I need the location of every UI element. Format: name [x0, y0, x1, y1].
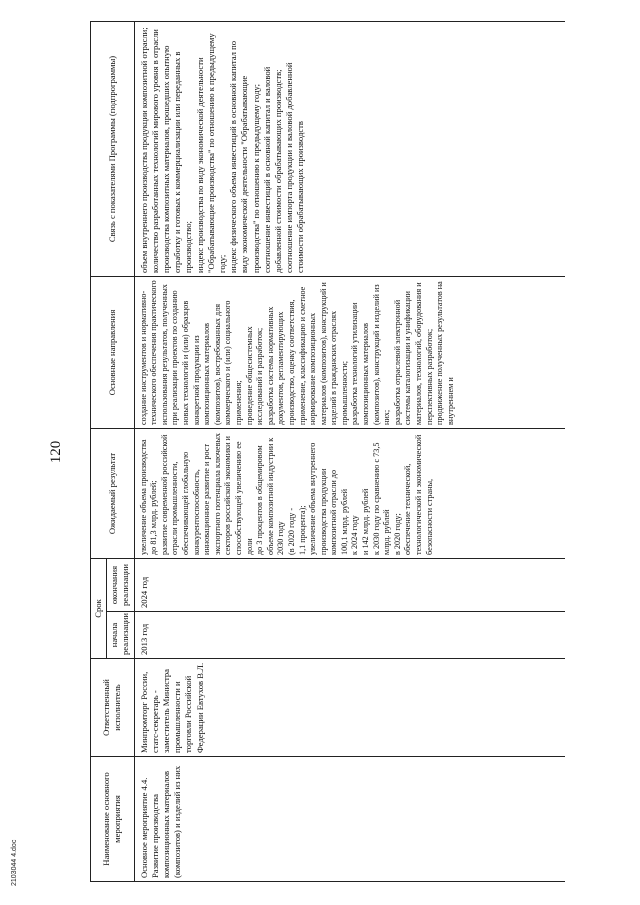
cell-start: [134, 612, 565, 659]
header-row: [91, 21, 107, 881]
cell-link-text: объем внутреннего производства продукции композитной отрасли; количество разработанных технологий мирового уровня в отрасли производства композитных материалов, прошедших опытную отработку и готовых к коммерциализации или переданных в производство; индекс производства по виду экономической деятельности "Обрабатывающие производства" по отношению к предыдущему году; индекс физического объема инвестиций в основной капитал по виду экономической деятельности "Обрабатывающие производства" по отношению к предыдущему году; соотношение инвестиций в основной капитал и валовой добавленной стоимости обрабатывающих производств; соотношение импорта продукции и валовой добавленной стоимости обрабатывающих производств: [138, 27, 306, 273]
rotated-sheet: [46, 22, 586, 882]
footer-filename: 2103044 4.doc: [11, 839, 18, 886]
cell-end-text: 2024 год: [138, 576, 149, 608]
header-link: Связь с показателями Программы (подпрограммы): [91, 21, 135, 276]
cell-start-text: 2013 год: [138, 623, 149, 655]
header-result: Ожидаемый результат: [91, 428, 135, 558]
header-directions: Основные направления: [91, 276, 135, 428]
program-table: [90, 21, 565, 882]
header-term: Срок: [91, 558, 107, 658]
cell-result-text: увеличение объема производства до 81,3 млрд. рублей; развитие современной российской отрасли промышленности, обеспечивающей глобальную конкурентоспособность, инновационное развитие и рост экспортного потенциала ключевых секторов российской экономики и способствующей увеличению ее доли до 3 процентов в общемировом объеме композитной индустрии к 2030 году (в 2020 году - 1,1 процента); увеличение объема внутреннего производства продукции композитной отрасли до 100,1 млрд. рублей к 2024 году и 142 млрд. рублей к 2030 году по сравнению с 73,5 млрд. рублей в 2020 году; обеспечение технической, технологической и экономической безопасности страны,: [138, 432, 434, 555]
header-executor: Ответственный исполнитель: [91, 659, 135, 757]
header-end: окончания реализации: [107, 558, 134, 611]
page-number: 120: [48, 440, 64, 464]
header-start: начала реализации: [107, 612, 134, 659]
header-name: Наименование основного мероприятия: [91, 757, 135, 882]
cell-link: [134, 21, 565, 276]
table-row: [134, 21, 565, 881]
cell-result: [134, 428, 565, 558]
cell-directions-text: создание инструментов и нормативно-технического обеспечения практического использования результатов, полученных при реализации проектов по созданию новых технологий и (или) образцов конкретной продукции из композиционных материалов (композитов), востребованных для коммерческого и (или) социального применения; проведение общесистемных исследований и разработок; разработка системы нормативных документов, регламентирующих производство, оценку соответствия, применение, классификацию и сметное нормирование композиционных материалов (композитов), конструкций и изделий в гражданских отраслях промышленности; разработка технологий утилизации композиционных материалов (композитов), конструкций и изделий из них; разработка отраслевой электронной системы каталогизации и унификации материалов, технологий, оборудования и перспективных разработок; продвижение полученных результатов на внутреннем и: [138, 280, 455, 425]
cell-name: [134, 757, 565, 882]
cell-directions: [134, 276, 565, 428]
cell-executor: [134, 659, 565, 757]
cell-executor-text: Минпромторг России, статс-секретарь - заместитель Министра промышленности и торговли Российской Федерации Евтухов В.Л.: [138, 662, 205, 753]
cell-name-text: Основное мероприятие 4.4. Развитие производства композиционных материалов (композитов) и изделий из них: [138, 765, 183, 878]
cell-end: [134, 558, 565, 611]
